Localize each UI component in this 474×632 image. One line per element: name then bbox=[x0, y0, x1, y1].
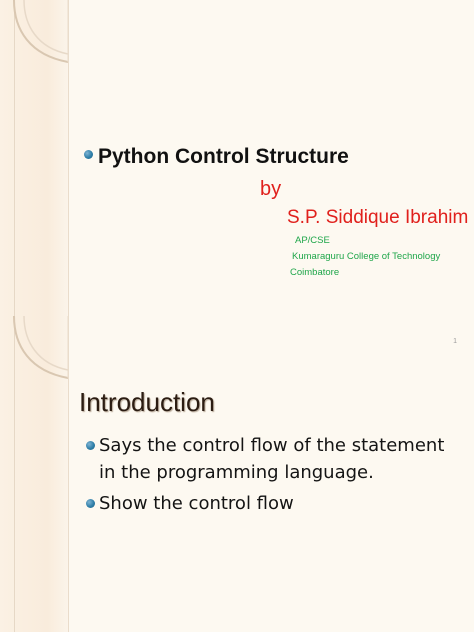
title-label: Python Control Structure bbox=[98, 145, 349, 168]
bullet-icon bbox=[84, 150, 93, 159]
list-item bbox=[86, 432, 466, 486]
slide-title-text bbox=[84, 145, 349, 169]
bullet-icon bbox=[86, 441, 95, 450]
page-number: 1 bbox=[453, 338, 457, 345]
affiliation-college: Kumaraguru College of Technology bbox=[292, 251, 441, 262]
list-item bbox=[86, 490, 466, 517]
affiliation-dept: AP/CSE bbox=[295, 235, 330, 246]
decorative-curve bbox=[0, 0, 120, 120]
bullet-list bbox=[86, 432, 466, 521]
bullet-icon bbox=[86, 499, 95, 508]
by-label: by bbox=[260, 178, 282, 200]
slide-heading: Introduction bbox=[79, 387, 215, 417]
affiliation-city: Coimbatore bbox=[290, 267, 340, 278]
author-name: S.P. Siddique Ibrahim bbox=[287, 207, 469, 228]
bullet-text: Says the control flow of the statement in the programming language. bbox=[99, 435, 445, 483]
decorative-curve bbox=[0, 316, 120, 436]
bullet-text: Show the control flow bbox=[99, 493, 294, 514]
